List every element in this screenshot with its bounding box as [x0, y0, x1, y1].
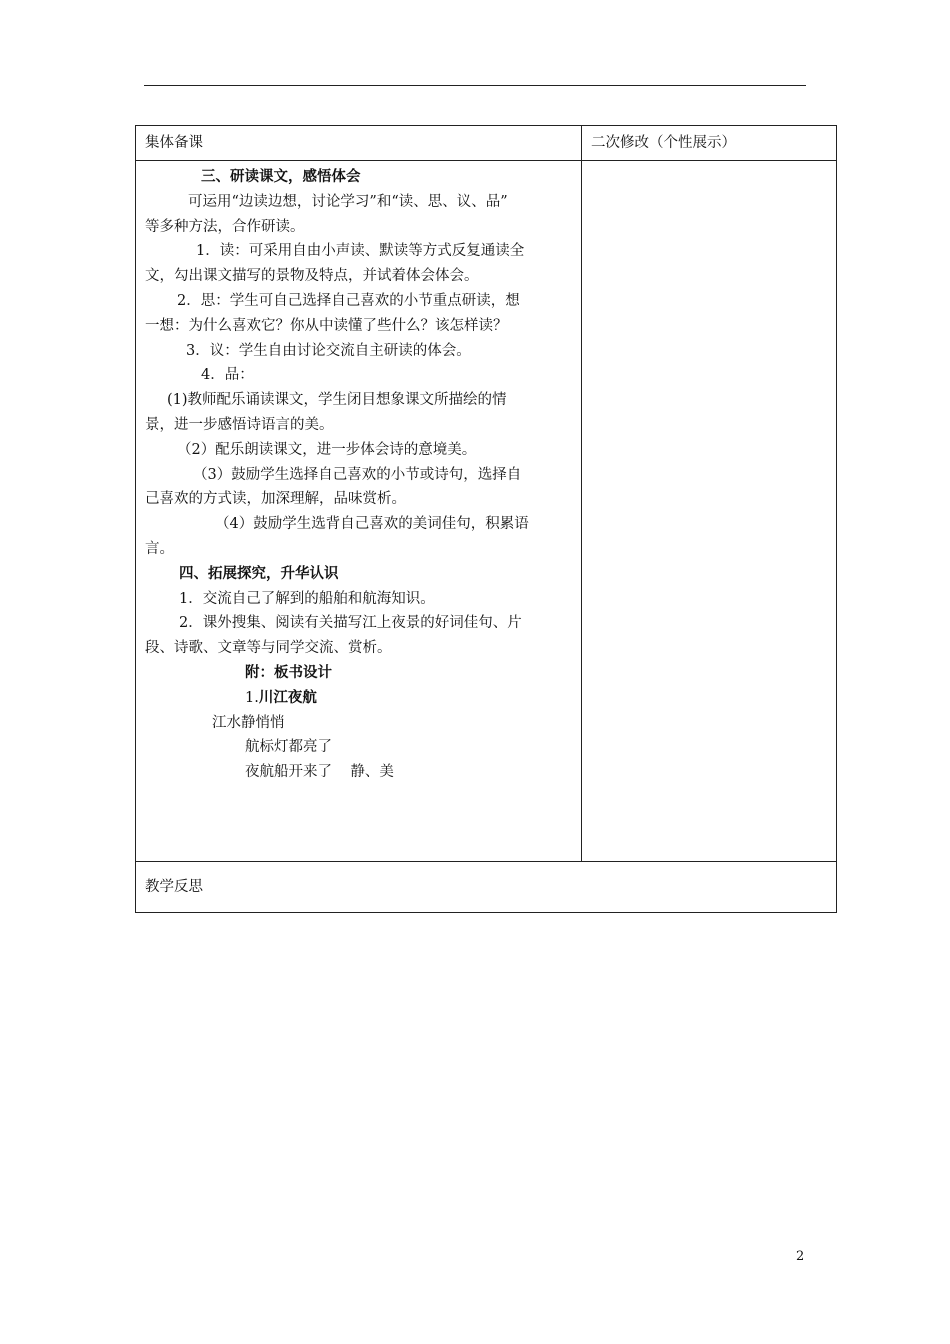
board-heading: 附：板书设计: [245, 663, 332, 681]
board-title-number: 1.: [245, 689, 259, 706]
taste2-line: （2）配乐朗读课文，进一步体会诗的意境美。: [177, 441, 477, 458]
table-header-row: [136, 126, 837, 161]
taste1-line1: (1)教师配乐诵读课文，学生闭目想象课文所描绘的情: [167, 392, 507, 409]
ext1-line: 1．交流自己了解到的船舶和航海知识。: [179, 590, 435, 607]
board-title: 川江夜航: [258, 688, 317, 706]
board-line1: 江水静悄悄: [212, 714, 285, 731]
taste3-line2: 己喜欢的方式读，加深理解，品味赏析。: [145, 491, 406, 508]
taste4-line1: （4）鼓励学生选背自己喜欢的美词佳句，积累语: [215, 516, 529, 533]
section3-intro-line1: 可运用“边读边想，讨论学习”和“读、思、议、品”: [188, 193, 508, 210]
page-number: 2: [796, 1249, 805, 1264]
table-body-row: [136, 161, 837, 862]
lesson-content: [136, 161, 581, 785]
section4-heading: 四、拓展探究，升华认识: [179, 564, 339, 582]
taste3-line1: （3）鼓励学生选择自己喜欢的小节或诗句，选择自: [193, 466, 522, 483]
taste-label: 4．品：: [201, 367, 254, 384]
revision-cell: [582, 161, 837, 862]
discuss-line: 3．议：学生自由讨论交流自主研读的体会。: [186, 342, 471, 359]
section3-heading: 三、研读课文，感悟体会: [201, 168, 361, 185]
right-header-cell: 二次修改（个性展示）: [582, 126, 837, 161]
board-title-line: [145, 686, 575, 711]
think-line1: 2．思：学生可自己选择自己喜欢的小节重点研读，想: [177, 292, 520, 309]
left-header-cell: 集体备课: [136, 126, 582, 161]
taste4-line2: 言。: [145, 540, 174, 557]
board-line2: 航标灯都亮了: [245, 739, 332, 756]
board-line3: 夜航船开来了 静、美: [245, 764, 394, 781]
think-line2: 一想：为什么喜欢它？你从中读懂了些什么？该怎样读？: [145, 317, 508, 334]
ext2-line1: 2．课外搜集、阅读有关描写江上夜景的好词佳句、片: [179, 615, 522, 632]
lesson-plan-table: [135, 125, 837, 913]
header-rule: [144, 85, 806, 86]
read-line2: 文，勾出课文描写的景物及特点，并试着体会体会。: [145, 268, 479, 285]
lesson-content-cell: [136, 161, 582, 862]
taste1-line2: 景，进一步感悟诗语言的美。: [145, 416, 334, 433]
reflection-cell: 教学反思: [136, 862, 837, 913]
read-line1: 1．读：可采用自由小声读、默读等方式反复通读全: [196, 243, 525, 260]
reflection-row: [136, 862, 837, 913]
ext2-line2: 段、诗歌、文章等与同学交流、赏析。: [145, 640, 392, 657]
section3-intro-line2: 等多种方法，合作研读。: [145, 218, 305, 235]
